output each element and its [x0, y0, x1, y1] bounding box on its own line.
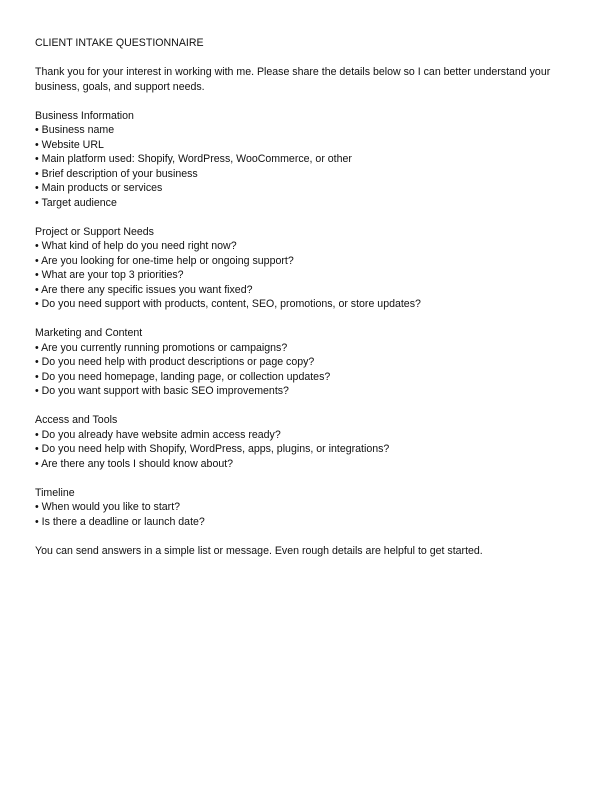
- bullet-list: [35, 428, 585, 472]
- section: [35, 109, 585, 211]
- section-heading: Business Information: [35, 109, 134, 122]
- list-item: • When would you like to start?: [35, 500, 585, 515]
- section: [35, 225, 585, 312]
- list-item: • What kind of help do you need right now?: [35, 239, 585, 254]
- list-item: • Are you looking for one-time help or ongoing support?: [35, 254, 585, 269]
- bullet-list: [35, 239, 585, 312]
- list-item: • Do you need homepage, landing page, or collection updates?: [35, 370, 585, 385]
- bullet-list: [35, 341, 585, 399]
- closing-text: You can send answers in a simple list or message. Even rough details are helpful to get started.: [35, 544, 483, 557]
- sections: [35, 94, 585, 529]
- section-heading: Marketing and Content: [35, 327, 143, 339]
- list-item: • Are there any specific issues you want fixed?: [35, 283, 585, 298]
- document-title: CLIENT INTAKE QUESTIONNAIRE: [35, 37, 204, 49]
- section-heading: Access and Tools: [35, 414, 118, 426]
- bullet-list: [35, 123, 585, 210]
- section: [35, 486, 585, 530]
- list-item: • Do you want support with basic SEO improvements?: [35, 384, 585, 399]
- list-item: • Target audience: [35, 196, 585, 211]
- intro-line-1: Thank you for your interest in working with me. Please share the details below so I can better understand your: [35, 66, 551, 78]
- section-heading: Timeline: [35, 486, 75, 499]
- list-item: • Do you already have website admin access ready?: [35, 428, 585, 443]
- list-item: • Website URL: [35, 138, 585, 153]
- list-item: • Brief description of your business: [35, 167, 585, 182]
- intro-line-2: business, goals, and support needs.: [35, 80, 205, 93]
- document-page: [35, 36, 585, 558]
- section: [35, 326, 585, 399]
- list-item: • Business name: [35, 123, 585, 138]
- list-item: • Do you need help with product descriptions or page copy?: [35, 355, 585, 370]
- list-item: • Main platform used: Shopify, WordPress, WooCommerce, or other: [35, 152, 585, 167]
- list-item: • Are there any tools I should know about?: [35, 457, 585, 472]
- list-item: • Are you currently running promotions or campaigns?: [35, 341, 585, 356]
- list-item: • Is there a deadline or launch date?: [35, 515, 585, 530]
- list-item: • Main products or services: [35, 181, 585, 196]
- bullet-list: [35, 500, 585, 529]
- list-item: • What are your top 3 priorities?: [35, 268, 585, 283]
- list-item: • Do you need support with products, content, SEO, promotions, or store updates?: [35, 297, 585, 312]
- list-item: • Do you need help with Shopify, WordPress, apps, plugins, or integrations?: [35, 442, 585, 457]
- section: [35, 413, 585, 471]
- section-heading: Project or Support Needs: [35, 225, 154, 238]
